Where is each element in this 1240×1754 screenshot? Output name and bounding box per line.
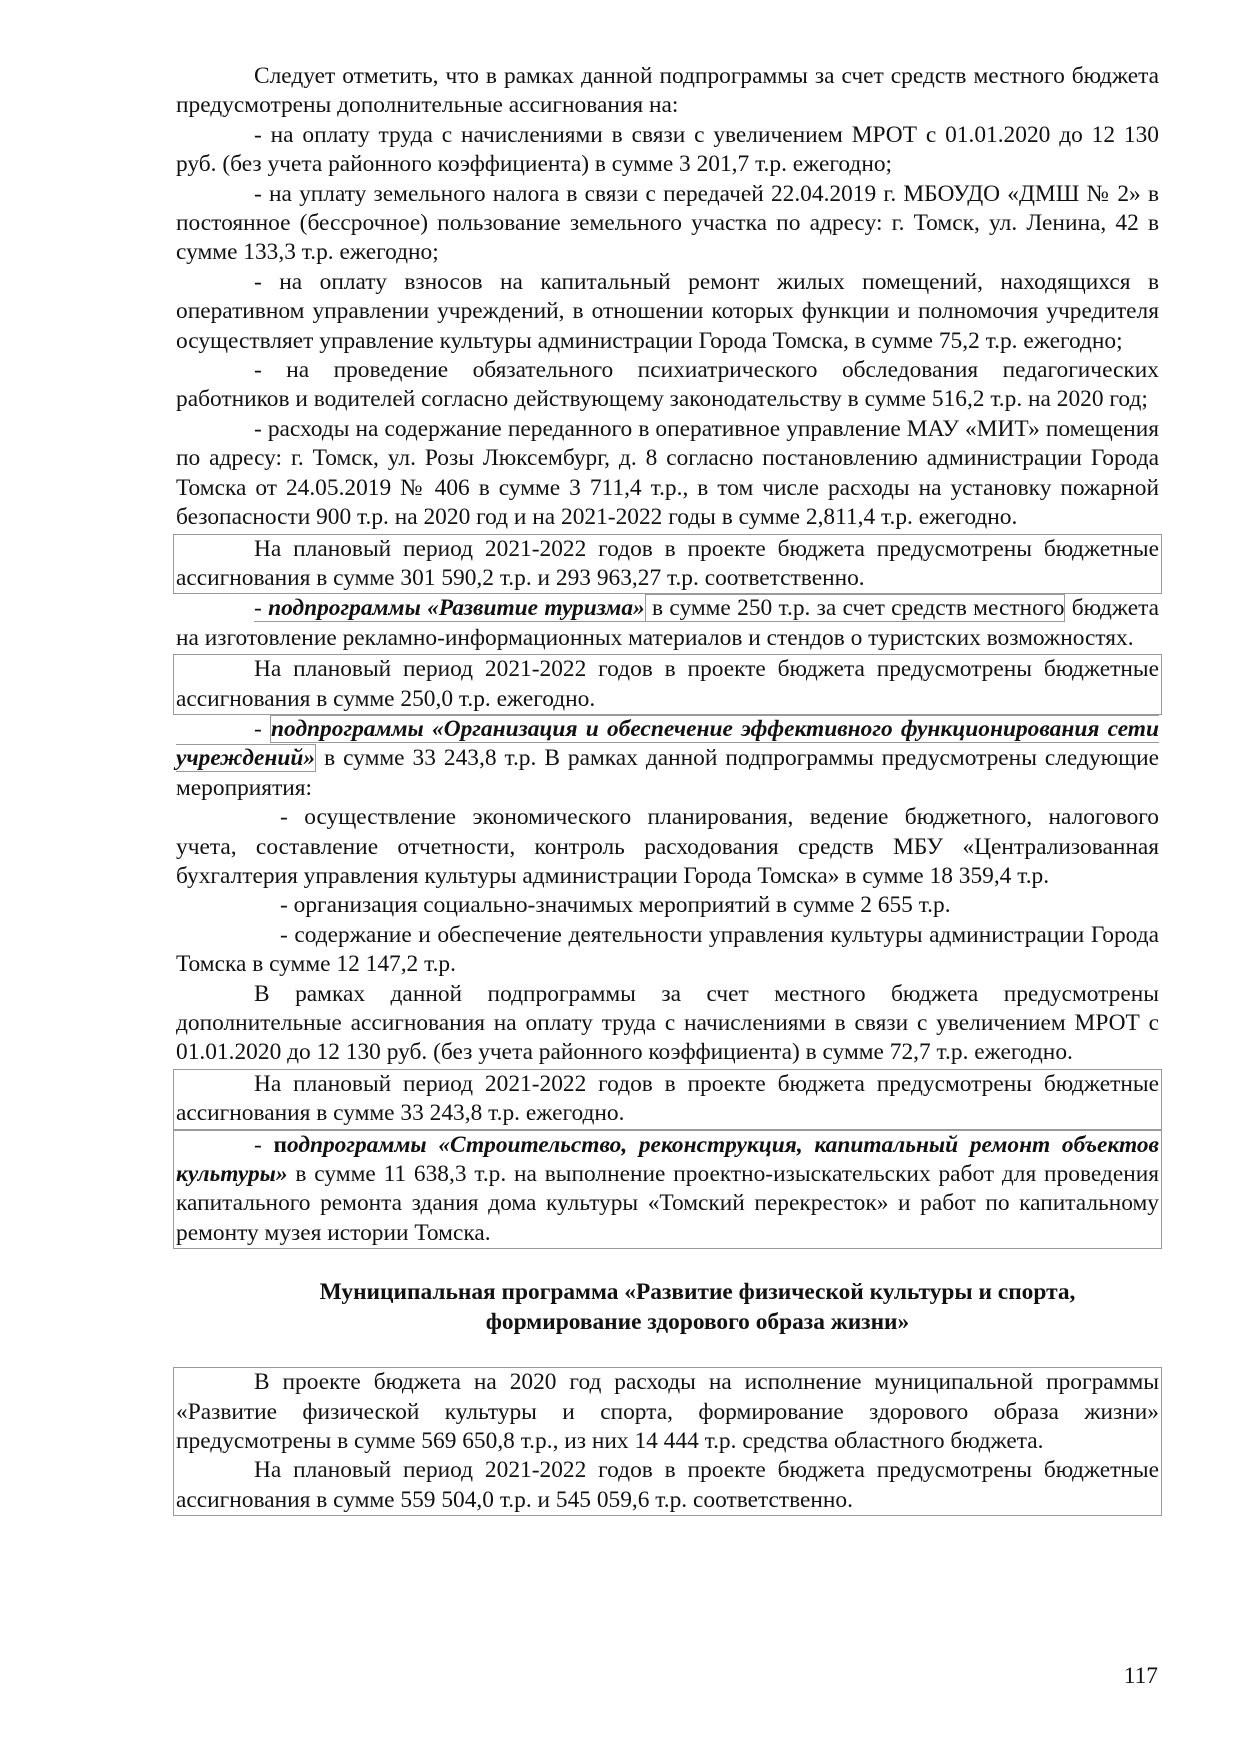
org-item: - содержание и обеспечение деятельности управления культуры администрации Города Томска в сумме 12 147,2 т.р. (176, 921, 1159, 978)
org-subprogram-title: подпрограммы «Организация и обеспечение эффективного функционирования сети учреждений» (176, 715, 1159, 772)
heading-line-2: формирование здорового образа жизни» (485, 1309, 910, 1336)
build-first-letter: п (273, 1131, 287, 1158)
list-item: - расходы на содержание переданного в оперативное управление МАУ «МИТ» помещения по адресу: г. Томск, ул. Розы Люксембург, д. 8 согласно постановлению администрации Города Томска от 24.05.2019 № 406 в сумме 3 711,4 т.р., в том числе расходы на установку пожарной безопасности 900 т.р. на 2020 год и на 2021-2022 годы в сумме 2,811,4 т.р. ежегодно. (176, 415, 1159, 531)
intro-paragraph: Следует отметить, что в рамках данной подпрограммы за счет средств местного бюджета предусмотрены дополнительные ассигнования на: (176, 63, 1159, 119)
document-body (176, 62, 1159, 1516)
org-paragraph (176, 715, 1159, 803)
list-item: - на оплату взносов на капитальный ремонт жилых помещений, находящихся в оперативном управлении учреждений, в отношении которых функции и полномочия учредителя осуществляет управление культуры администрации Города Томска, в сумме 75,2 т.р. ежегодно; (176, 268, 1159, 354)
tourism-prefix: - (254, 595, 269, 622)
org-text: в сумме 33 243,8 т.р. В рамках данной подпрограммы предусмотрены следующие мероприятия: (176, 745, 1159, 801)
sport-paragraph-1: В проекте бюджета на 2020 год расходы на исполнение муниципальной программы «Развитие физической культуры и спорта, формирование здорового образа жизни» предусмотрены в сумме 569 650,8 т.р., из них 14 444 т.р. средства областного бюджета. (176, 1369, 1159, 1455)
org-prefix: - (254, 715, 271, 742)
org-additional: В рамках данной подпрограммы за счет местного бюджета предусмотрены дополнительные ассигнования на оплату труда с начислениями в связи с увеличением МРОТ с 01.01.2020 до 12 130 руб. (без учета районного коэффициента) в сумме 72,7 т.р. ежегодно. (176, 980, 1159, 1066)
list-item: - на оплату труда с начислениями в связи с увеличением МРОТ с 01.01.2020 до 12 130 руб. (без учета районного коэффициента) в сумме 3 201,7 т.р. ежегодно; (176, 121, 1159, 178)
plan-paragraph-2: На плановый период 2021-2022 годов в проекте бюджета предусмотрены бюджетные ассигнования в сумме 250,0 т.р. ежегодно. (173, 654, 1162, 715)
build-prefix: - (254, 1131, 274, 1158)
build-text: в сумме 11 638,3 т.р. на выполнение проектно-изыскательских работ для проведения капитального ремонта здания дома культуры «Томский перекресток» и работ по капитальному ремонту музея истории Томска. (176, 1161, 1159, 1246)
list-item: - на проведение обязательного психиатрического обследования педагогических работников и водителей согласно действующему законодательству в сумме 516,2 т.р. на 2020 год; (176, 357, 1159, 413)
list-item: - на уплату земельного налога в связи с передачей 22.04.2019 г. МБОУДО «ДМШ № 2» в постоянное (бессрочное) пользование земельного участка по адресу: г. Томск, ул. Ленина, 42 в сумме 133,3 т.р. ежегодно; (176, 180, 1159, 266)
plan-paragraph-1: На плановый период 2021-2022 годов в проекте бюджета предусмотрены бюджетные ассигнования в сумме 301 590,2 т.р. и 293 963,27 т.р. соответственно. (173, 534, 1162, 595)
plan-paragraph-3: На плановый период 2021-2022 годов в проекте бюджета предусмотрены бюджетные ассигнования в сумме 33 243,8 т.р. ежегодно. (173, 1069, 1162, 1130)
tourism-paragraph (176, 594, 1159, 653)
tourism-highlight: в сумме 250 т.р. за счет средств местного (645, 595, 1065, 622)
sport-paragraph-2: На плановый период 2021-2022 годов в проекте бюджета предусмотрены бюджетные ассигнования в сумме 559 504,0 т.р. и 545 059,6 т.р. соответственно. (176, 1457, 1159, 1513)
section-heading (176, 1277, 1159, 1337)
tourism-text: бюджета на изготовление рекламно-информационных материалов и стендов о туристских возможностях. (176, 595, 1159, 651)
org-item: - осуществление экономического планирования, ведение бюджетного, налогового учета, составление отчетности, контроль расходования средств МБУ «Централизованная бухгалтерия управления культуры администрации Города Томска» в сумме 18 359,4 т.р. (176, 804, 1159, 889)
org-item: - организация социально-значимых мероприятий в сумме 2 655 т.р. (280, 892, 951, 919)
page-number: 117 (1123, 1663, 1158, 1689)
sport-block (173, 1367, 1162, 1516)
tourism-subprogram-title: подпрограммы «Развитие туризма» (268, 595, 645, 622)
build-subprogram-title: одпрограммы «Строительство, реконструкция, капитальный ремонт объектов культуры» (176, 1131, 1159, 1188)
build-paragraph (173, 1130, 1162, 1250)
heading-line-1: Муниципальная программа «Развитие физической культуры и спорта, (319, 1279, 1076, 1306)
